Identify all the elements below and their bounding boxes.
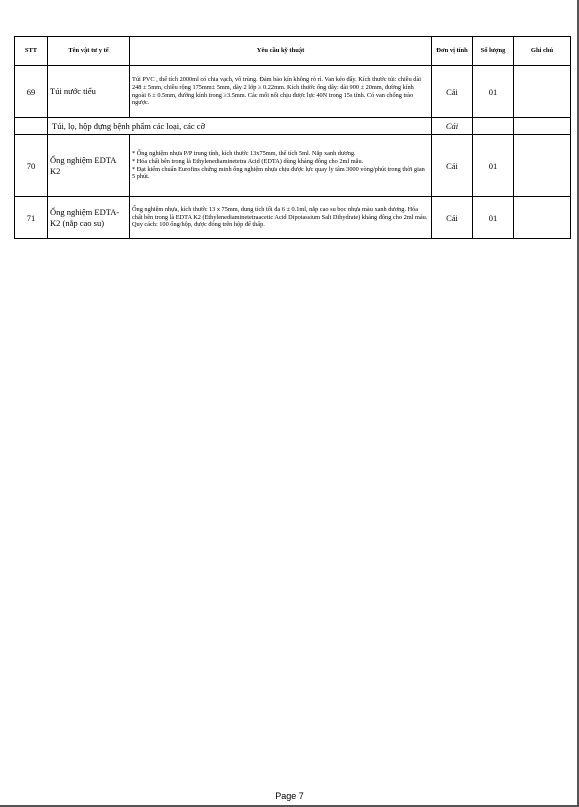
- row-note: [514, 135, 571, 197]
- group-quantity: [473, 118, 514, 135]
- row-note: [514, 66, 571, 118]
- row-item-name: Ống nghiệm EDTA-K2 (nắp cao su): [48, 197, 130, 239]
- row-item-name: Ống nghiệm EDTA K2: [48, 135, 130, 197]
- row-unit: Cái: [432, 197, 473, 239]
- table-header-row: [15, 37, 571, 66]
- header-unit: Đơn vị tính: [432, 37, 473, 66]
- group-unit: Cái: [432, 118, 473, 135]
- row-quantity: 01: [473, 197, 514, 239]
- table-row: [15, 197, 571, 239]
- row-note: [514, 197, 571, 239]
- header-name: Tên vật tư y tế: [48, 37, 130, 66]
- row-requirements: Ống nghiệm nhựa, kích thước 13 x 75mm, dung tích tối đa 6 ± 0.1ml, nắp cao su bọc nhựa màu xanh dương. Hóa chất bên trong là EDTA K2 (Ethylenediaminetetraacetic Acid Dipotassium Salt Dihydrate) kháng đông cho 2ml máu. Quy cách: 100 ống/hộp, được đóng trên hộp để thấp.: [130, 197, 432, 239]
- group-row: [15, 118, 571, 135]
- row-stt: 69: [15, 66, 48, 118]
- requirement-bullet: * Đạt kiểm chuẩn Eurofins chứng minh ống nghiệm nhựa chịu được lực quay ly tâm 3000 vòng/phút trong thời gian 5 phút.: [132, 165, 425, 181]
- row-unit: Cái: [432, 66, 473, 118]
- table-row: [15, 66, 571, 118]
- group-stt: [15, 118, 48, 135]
- table-row: [15, 135, 571, 197]
- group-title: Túi, lọ, hộp đựng bệnh phẩm các loại, các cỡ: [48, 118, 432, 135]
- group-note: [514, 118, 571, 135]
- header-requirements: Yêu cầu kỹ thuật: [130, 37, 432, 66]
- header-note: Ghi chú: [514, 37, 571, 66]
- row-unit: Cái: [432, 135, 473, 197]
- header-quantity: Số lượng: [473, 37, 514, 66]
- header-stt: STT: [15, 37, 48, 66]
- row-requirements: [130, 135, 432, 197]
- row-item-name: Túi nước tiểu: [48, 66, 130, 118]
- row-stt: 70: [15, 135, 48, 197]
- row-quantity: 01: [473, 135, 514, 197]
- row-stt: 71: [15, 197, 48, 239]
- row-quantity: 01: [473, 66, 514, 118]
- requirement-bullet: * Ống nghiệm nhựa P/P trung tính, kích thước 13x75mm, thể tích 5ml. Nắp xanh dương.: [132, 149, 356, 157]
- requirement-bullet: * Hóa chất bên trong là Ethylenediaminetetra Acid (EDTA) dùng kháng đông cho 2ml mẫu.: [132, 157, 364, 165]
- page-number: Page 7: [275, 791, 304, 801]
- specification-table: [14, 36, 571, 239]
- row-requirements: Túi PVC , thể tích 2000ml có chia vạch, vô trùng. Đảm bảo kín không rò rỉ. Van kéo đẩy. Kích thước túi: chiều dài 248 ± 5mm, chiều rộng 175mm± 5mm, dày 2 lớp ≥ 0.22mm. Kích thước ống dây: dài 900 ± 20mm, đường kính ngoài 6 ± 0.5mm, đường kính trong ≥3.5mm. Các mối nối chịu được lực 40N trong 15s tĩnh. Có van chống trào ngược.: [130, 66, 432, 118]
